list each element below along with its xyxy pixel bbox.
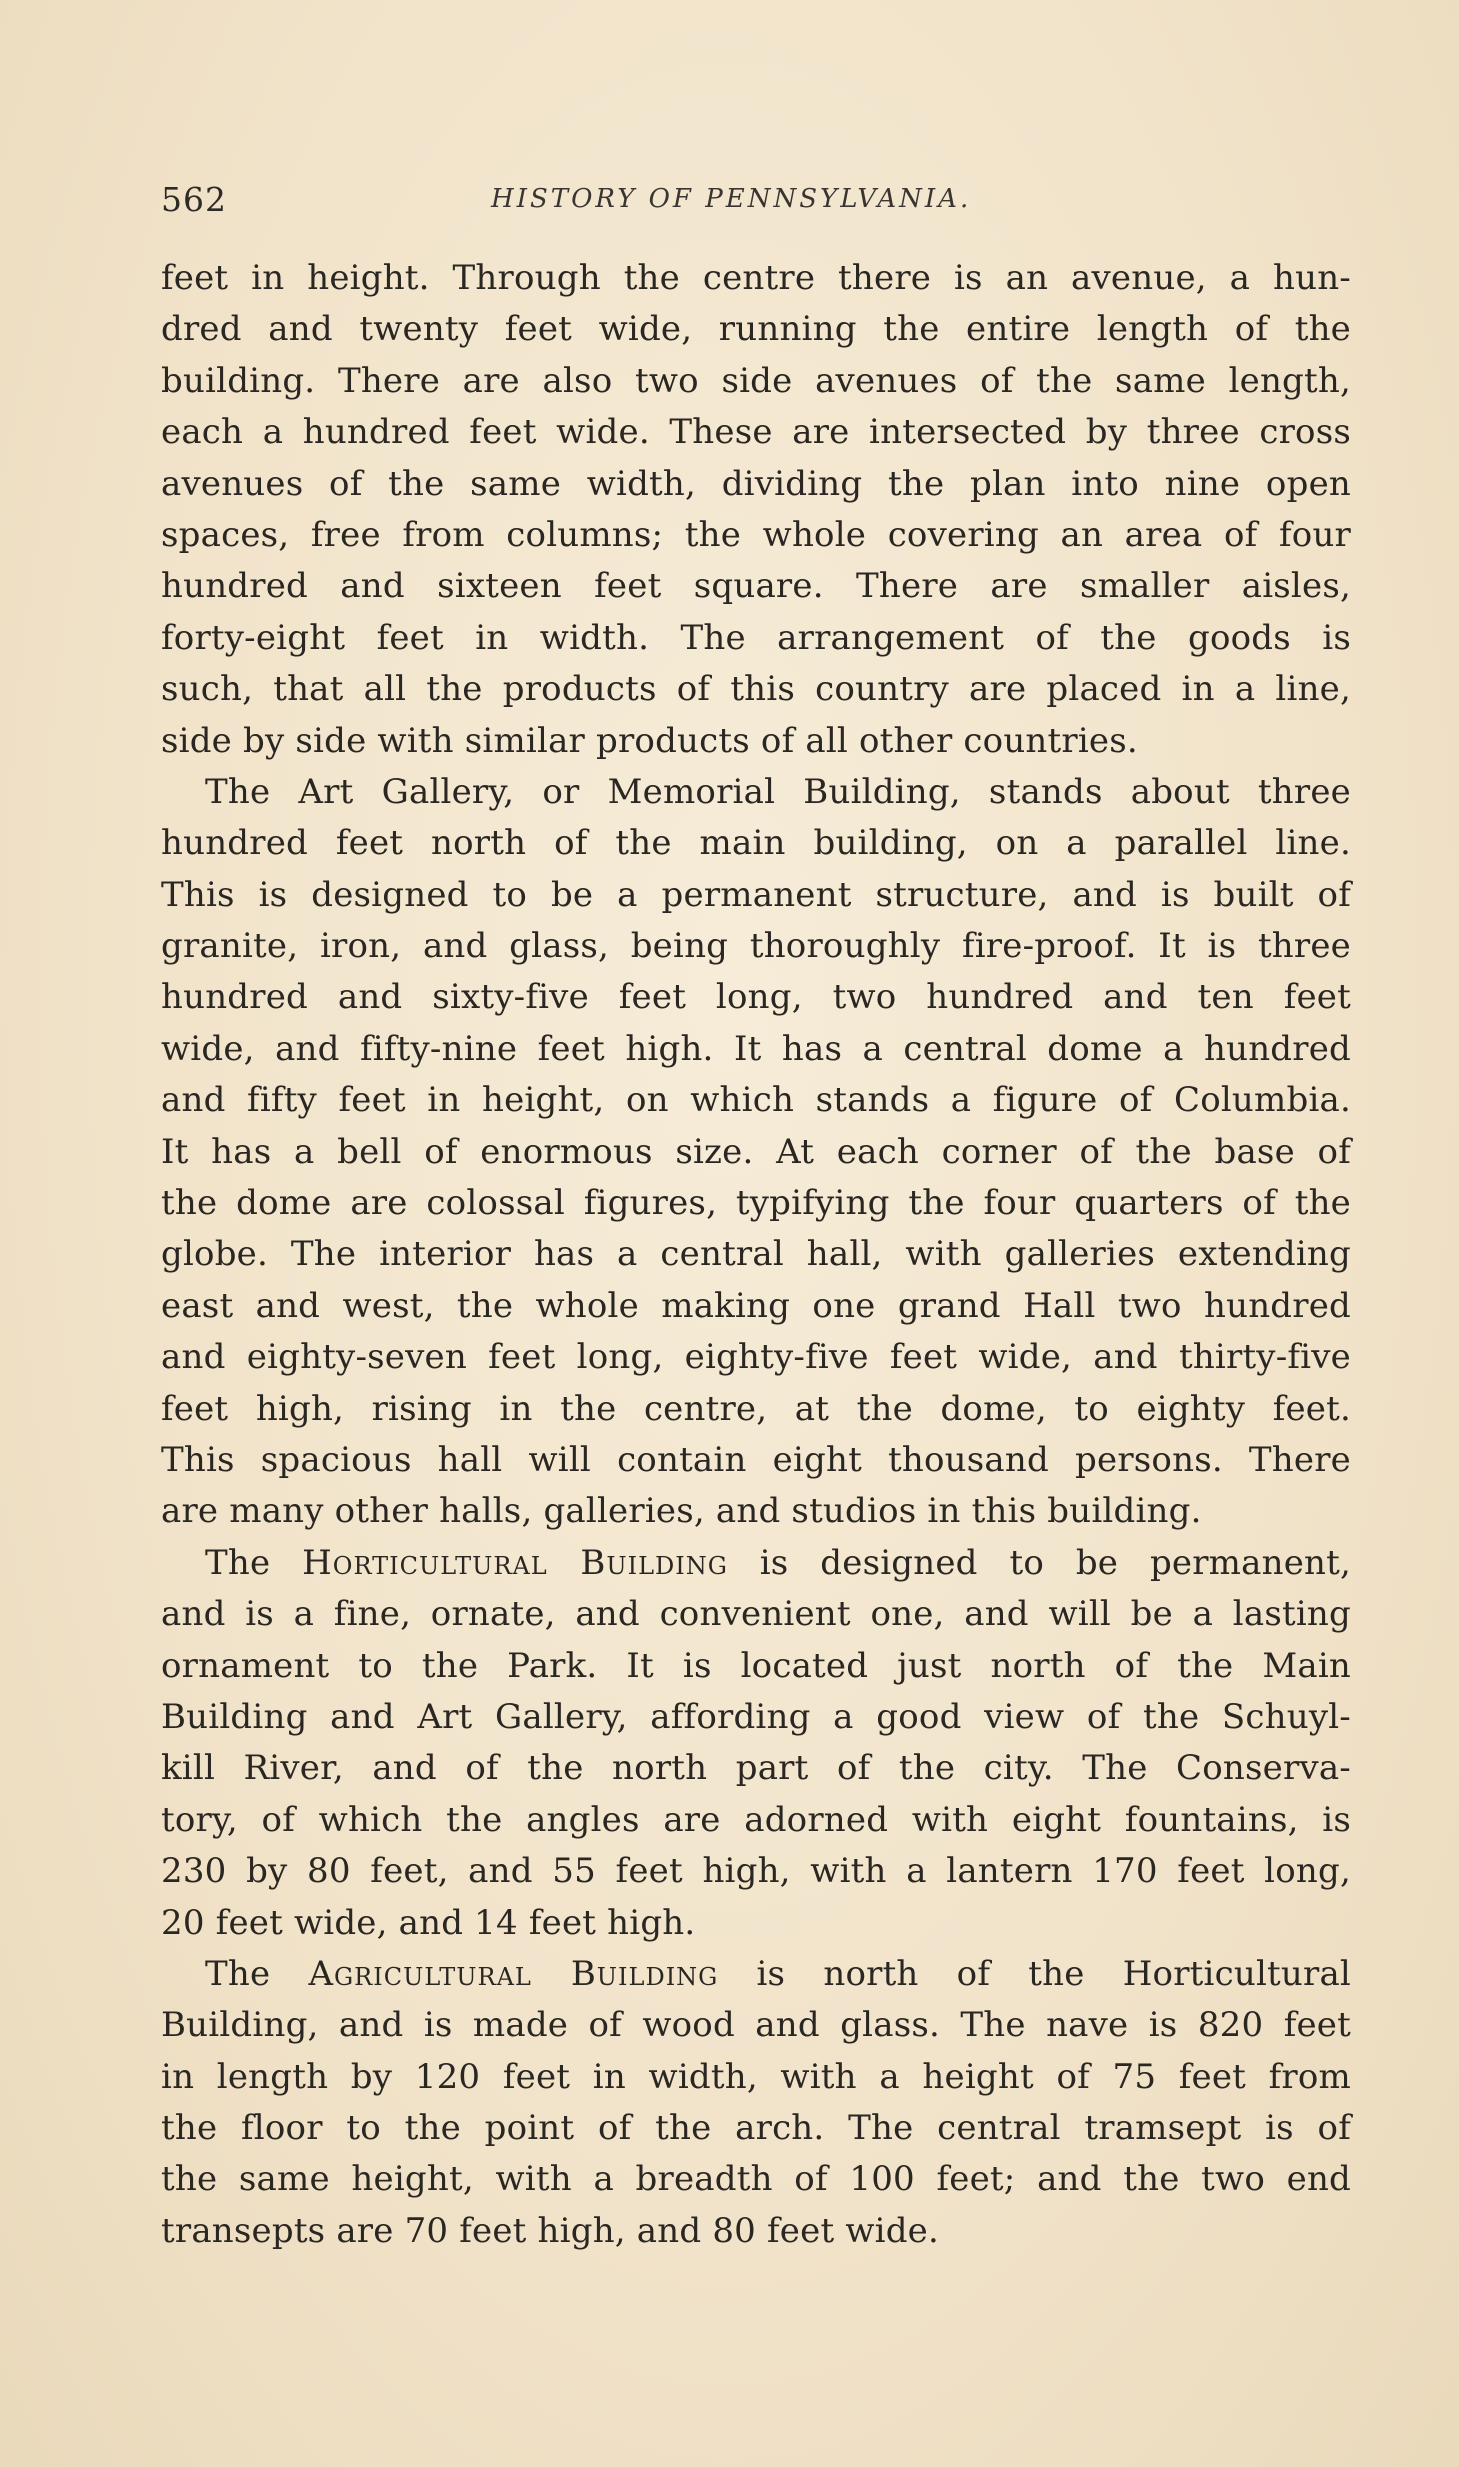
- text-line: It has a bell of enormous size. At each corner of the base of: [161, 1131, 1351, 1172]
- text-line: tory, of which the angles are adorned with eight fountains, is: [161, 1799, 1351, 1840]
- text-line: the floor to the point of the arch. The central tramsept is of: [161, 2108, 1351, 2149]
- text-line: The Art Gallery, or Memorial Building, stands about three: [205, 771, 1351, 812]
- text-line: hundred and sixteen feet square. There are smaller aisles,: [161, 566, 1351, 607]
- running-head: HISTORY OF PENNSYLVANIA.: [491, 184, 972, 214]
- lead-word: The: [205, 1542, 303, 1583]
- text-line: kill River, and of the north part of the city. The Conserva-: [161, 1748, 1351, 1789]
- text-line: This spacious hall will contain eight thousand persons. There: [161, 1439, 1351, 1480]
- text-line: Building, and is made of wood and glass. The nave is 820 feet: [161, 2005, 1351, 2046]
- text-line: transepts are 70 feet high, and 80 feet wide.: [161, 2210, 939, 2251]
- text-line: the dome are colossal figures, typifying the four quarters of the: [161, 1183, 1351, 1224]
- text-line: spaces, free from columns; the whole covering an area of four: [161, 514, 1351, 555]
- page-number: 562: [161, 180, 227, 219]
- text-line: wide, and fifty-nine feet high. It has a central dome a hundred: [161, 1028, 1351, 1069]
- text-line: forty-eight feet in width. The arrangement of the goods is: [161, 617, 1351, 658]
- text-line: dred and twenty feet wide, running the entire length of the: [161, 309, 1351, 350]
- line-remainder: is designed to be permanent,: [727, 1542, 1351, 1583]
- text-line: feet high, rising in the centre, at the dome, to eighty feet.: [161, 1388, 1351, 1429]
- text-line: [161, 1538, 1351, 1589]
- text-line: and fifty feet in height, on which stands a figure of Columbia.: [161, 1080, 1351, 1121]
- text-line: globe. The interior has a central hall, with galleries extending: [161, 1234, 1351, 1275]
- text-line: east and west, the whole making one grand Hall two hundred: [161, 1285, 1351, 1326]
- text-line: 20 feet wide, and 14 feet high.: [161, 1902, 696, 1943]
- text-line: hundred feet north of the main building, on a parallel line.: [161, 823, 1351, 864]
- text-line: Building and Art Gallery, affording a good view of the Schuyl-: [161, 1696, 1351, 1737]
- page-header: [161, 180, 1351, 230]
- text-line: in length by 120 feet in width, with a height of 75 feet from: [161, 2056, 1351, 2097]
- paragraph-4: [161, 1949, 1351, 2257]
- text-line: avenues of the same width, dividing the plan into nine open: [161, 463, 1351, 504]
- line-remainder: is north of the Horticultural: [718, 1953, 1351, 1994]
- text-line: such, that all the products of this country are placed in a line,: [161, 669, 1351, 710]
- paragraph-3: [161, 1538, 1351, 1949]
- text-line: hundred and sixty-five feet long, two hundred and ten feet: [161, 977, 1351, 1018]
- text-line: each a hundred feet wide. These are intersected by three cross: [161, 412, 1351, 453]
- text-line: ornament to the Park. It is located just north of the Main: [161, 1645, 1351, 1686]
- lead-word: The: [205, 1953, 309, 1994]
- text-line: and eighty-seven feet long, eighty-five feet wide, and thirty-five: [161, 1337, 1351, 1378]
- text-line: are many other halls, galleries, and studios in this building.: [161, 1491, 1202, 1532]
- text-line: the same height, with a breadth of 100 feet; and the two end: [161, 2159, 1351, 2200]
- text-line: and is a fine, ornate, and convenient one, and will be a lasting: [161, 1594, 1351, 1635]
- text-line: This is designed to be a permanent structure, and is built of: [161, 874, 1351, 915]
- text-line: granite, iron, and glass, being thoroughly fire-proof. It is three: [161, 926, 1351, 967]
- paragraph-1: [161, 253, 1351, 767]
- text-line: 230 by 80 feet, and 55 feet high, with a lantern 170 feet long,: [161, 1851, 1351, 1892]
- text-line: feet in height. Through the centre there is an avenue, a hun-: [161, 258, 1351, 298]
- text-line: building. There are also two side avenues of the same length,: [161, 360, 1351, 401]
- body-text: [161, 253, 1351, 2257]
- text-line: side by side with similar products of all other countries.: [161, 720, 1138, 761]
- text-line: [161, 1949, 1351, 2000]
- small-caps-heading: Agricultural Building: [308, 1953, 719, 1994]
- small-caps-heading: Horticultural Building: [302, 1542, 728, 1583]
- paragraph-2: [161, 767, 1351, 1538]
